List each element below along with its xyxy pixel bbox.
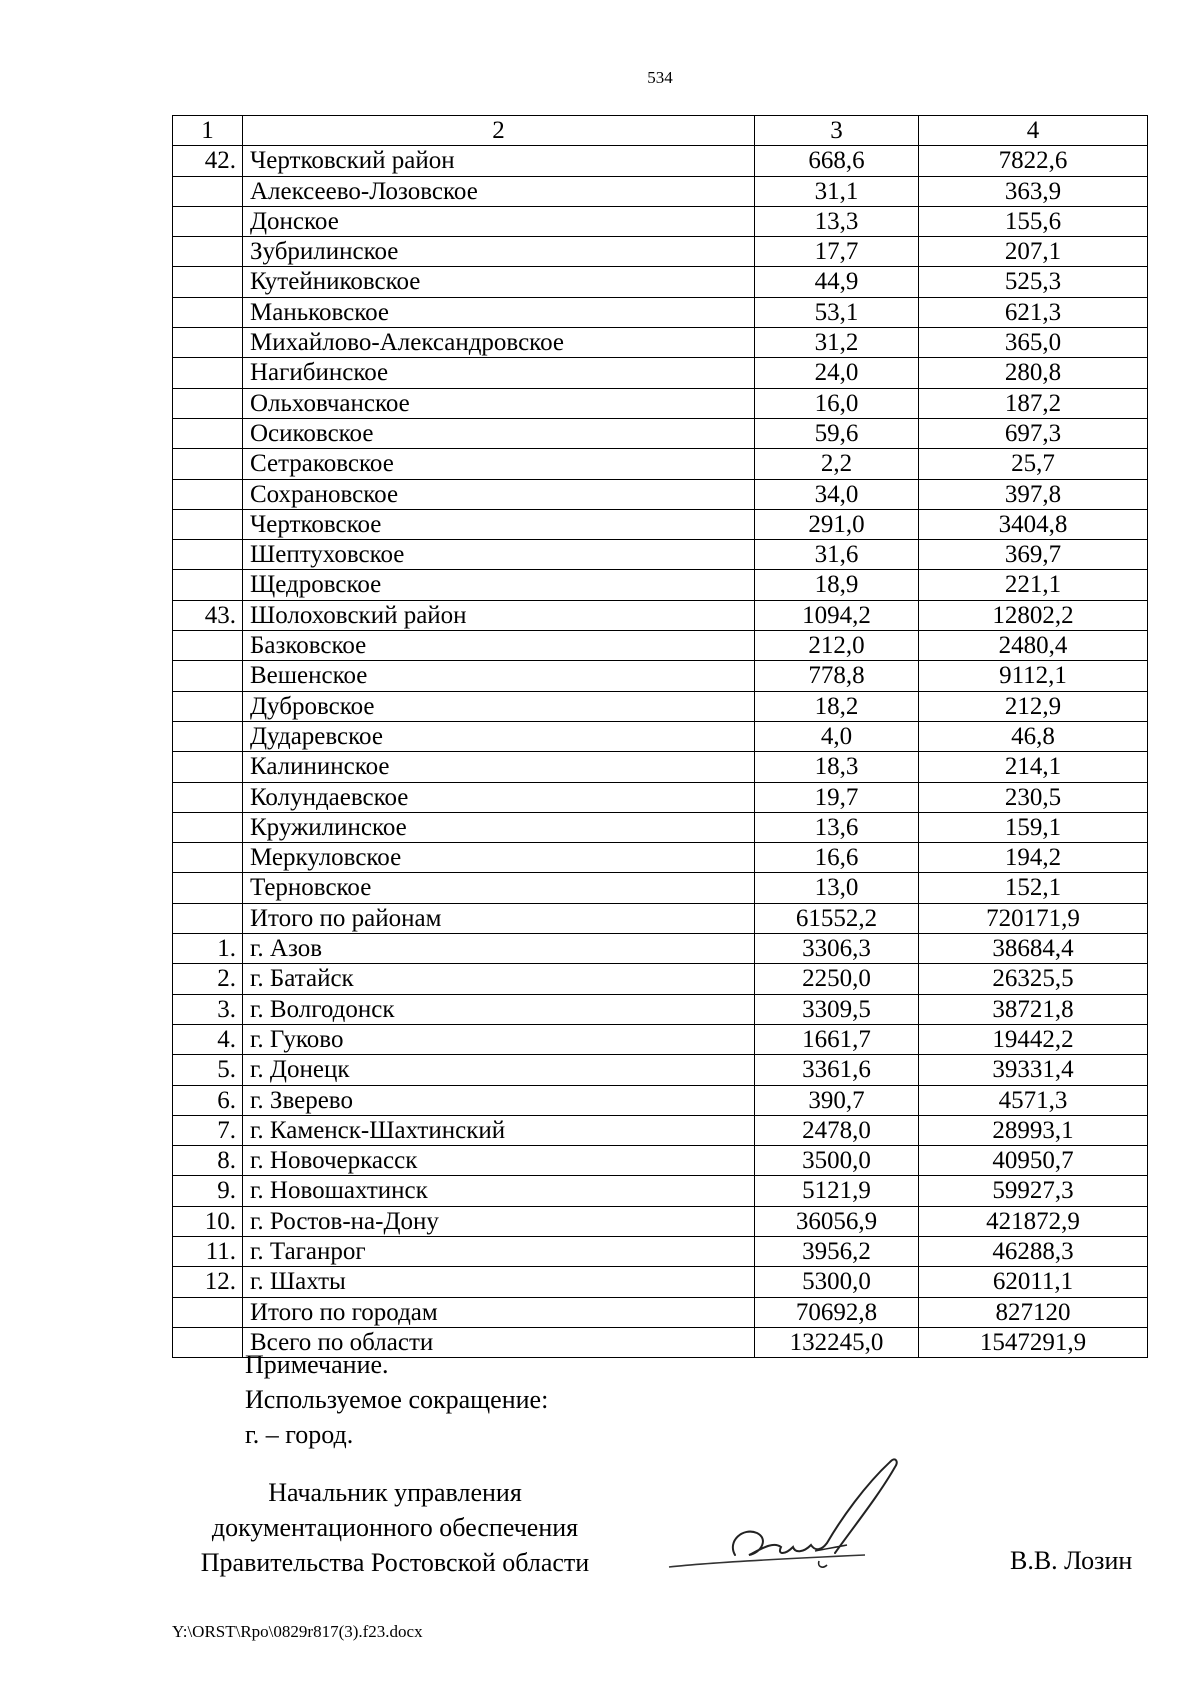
table-row [173,237,1148,267]
table-row [173,812,1148,842]
row-number [173,843,243,873]
table-row [173,509,1148,539]
row-value-col3: 2478,0 [755,1115,919,1145]
row-value-col4: 39331,4 [919,1055,1148,1085]
row-value-col4: 621,3 [919,297,1148,327]
row-value-col3: 13,0 [755,873,919,903]
row-value-col3: 31,2 [755,328,919,358]
row-value-col3: 3956,2 [755,1236,919,1266]
row-number [173,449,243,479]
row-name: Шептуховское [243,540,755,570]
table-row [173,1236,1148,1266]
row-name: Терновское [243,873,755,903]
row-number [173,267,243,297]
row-number: 11. [173,1236,243,1266]
table-row [173,328,1148,358]
position-title-line-2: документационного обеспечения [211,1513,579,1542]
row-value-col4: 221,1 [919,570,1148,600]
table-row [173,903,1148,933]
row-number [173,328,243,358]
row-value-col3: 4,0 [755,721,919,751]
row-number [173,661,243,691]
row-name: Сохрановское [243,479,755,509]
row-value-col3: 36056,9 [755,1206,919,1236]
row-value-col3: 3361,6 [755,1055,919,1085]
row-name: г. Батайск [243,964,755,994]
row-name: г. Каменск-Шахтинский [243,1115,755,1145]
row-value-col3: 3309,5 [755,994,919,1024]
row-number: 43. [173,600,243,630]
row-number [173,570,243,600]
row-value-col3: 31,1 [755,176,919,206]
row-name: Вешенское [243,661,755,691]
row-value-col4: 280,8 [919,358,1148,388]
table-row [173,1297,1148,1327]
row-value-col4: 9112,1 [919,661,1148,691]
table-row [173,752,1148,782]
row-name: г. Донецк [243,1055,755,1085]
row-value-col3: 668,6 [755,146,919,176]
row-value-col3: 3306,3 [755,934,919,964]
row-value-col3: 53,1 [755,297,919,327]
row-name: Дударевское [243,721,755,751]
row-value-col4: 19442,2 [919,1024,1148,1054]
table-row [173,297,1148,327]
row-name: Меркуловское [243,843,755,873]
row-value-col3: 16,6 [755,843,919,873]
row-value-col4: 46,8 [919,721,1148,751]
row-number: 4. [173,1024,243,1054]
row-value-col4: 369,7 [919,540,1148,570]
row-number [173,540,243,570]
row-value-col4: 194,2 [919,843,1148,873]
table-row [173,449,1148,479]
row-value-col4: 421872,9 [919,1206,1148,1236]
row-value-col4: 525,3 [919,267,1148,297]
row-number: 9. [173,1176,243,1206]
table-row [173,1085,1148,1115]
row-value-col3: 61552,2 [755,903,919,933]
table-row [173,570,1148,600]
row-number [173,206,243,236]
row-value-col3: 17,7 [755,237,919,267]
row-name: Шолоховский район [243,600,755,630]
header-cell-4: 4 [919,116,1148,146]
row-value-col4: 152,1 [919,873,1148,903]
row-name: Базковское [243,631,755,661]
row-value-col4: 59927,3 [919,1176,1148,1206]
row-value-col4: 187,2 [919,388,1148,418]
row-name: г. Зверево [243,1085,755,1115]
row-name: Михайлово-Александровское [243,328,755,358]
table-header-row [173,116,1148,146]
row-number: 2. [173,964,243,994]
row-name: Кутейниковское [243,267,755,297]
table-row [173,1024,1148,1054]
row-value-col4: 214,1 [919,752,1148,782]
row-number: 7. [173,1115,243,1145]
row-name: Ольховчанское [243,388,755,418]
row-name: Донское [243,206,755,236]
row-number [173,1297,243,1327]
row-name: г. Волгодонск [243,994,755,1024]
row-number [173,388,243,418]
row-value-col3: 18,3 [755,752,919,782]
row-name: г. Ростов-на-Дону [243,1206,755,1236]
table-row [173,873,1148,903]
row-name: Маньковское [243,297,755,327]
row-number [173,691,243,721]
row-value-col3: 34,0 [755,479,919,509]
row-name: г. Новочеркасск [243,1146,755,1176]
table-row [173,358,1148,388]
row-number [173,479,243,509]
row-value-col4: 155,6 [919,206,1148,236]
row-number [173,358,243,388]
row-value-col3: 778,8 [755,661,919,691]
row-value-col3: 19,7 [755,782,919,812]
table-row [173,540,1148,570]
row-value-col4: 46288,3 [919,1236,1148,1266]
row-value-col4: 2480,4 [919,631,1148,661]
row-name: Дубровское [243,691,755,721]
row-value-col3: 2250,0 [755,964,919,994]
row-number: 1. [173,934,243,964]
row-name: Сетраковское [243,449,755,479]
row-name: Алексеево-Лозовское [243,176,755,206]
row-number: 10. [173,1206,243,1236]
row-name: Кружилинское [243,812,755,842]
row-value-col3: 13,6 [755,812,919,842]
row-value-col3: 3500,0 [755,1146,919,1176]
row-name: г. Гуково [243,1024,755,1054]
note-heading: Примечание. [245,1350,389,1379]
table-row [173,267,1148,297]
note-line-abbreviation: Используемое сокращение: [245,1385,549,1414]
table-row [173,418,1148,448]
row-name: Нагибинское [243,358,755,388]
row-name: г. Таганрог [243,1236,755,1266]
row-value-col4: 212,9 [919,691,1148,721]
row-value-col4: 720171,9 [919,903,1148,933]
row-name: г. Новошахтинск [243,1176,755,1206]
row-name: г. Азов [243,934,755,964]
row-value-col4: 365,0 [919,328,1148,358]
signature-block [170,1475,620,1580]
row-value-col4: 28993,1 [919,1115,1148,1145]
row-number [173,752,243,782]
row-number [173,509,243,539]
row-value-col4: 4571,3 [919,1085,1148,1115]
table-row [173,631,1148,661]
row-number [173,721,243,751]
table-row [173,600,1148,630]
table-row [173,782,1148,812]
row-number: 8. [173,1146,243,1176]
row-number [173,1327,243,1357]
row-value-col3: 212,0 [755,631,919,661]
row-name: Всего по области [243,1327,755,1357]
row-number [173,631,243,661]
row-number: 3. [173,994,243,1024]
table-body [173,116,1148,1358]
header-cell-3: 3 [755,116,919,146]
row-number: 5. [173,1055,243,1085]
row-value-col4: 62011,1 [919,1267,1148,1297]
row-value-col4: 697,3 [919,418,1148,448]
row-number [173,812,243,842]
row-value-col3: 390,7 [755,1085,919,1115]
row-value-col3: 70692,8 [755,1297,919,1327]
file-path: Y:\ORST\Rpo\0829r817(3).f23.docx [172,1622,423,1641]
row-value-col4: 363,9 [919,176,1148,206]
row-name: г. Шахты [243,1267,755,1297]
row-value-col3: 1661,7 [755,1024,919,1054]
row-value-col4: 3404,8 [919,509,1148,539]
row-number: 12. [173,1267,243,1297]
page-number: 534 [647,68,673,87]
row-value-col3: 5300,0 [755,1267,919,1297]
row-value-col4: 159,1 [919,812,1148,842]
header-cell-1: 1 [173,116,243,146]
signer-name: В.В. Лозин [1010,1546,1133,1575]
row-value-col4: 40950,7 [919,1146,1148,1176]
row-name: Чертковское [243,509,755,539]
header-cell-2: 2 [243,116,755,146]
table-row [173,1206,1148,1236]
row-name: Калининское [243,752,755,782]
table-row [173,964,1148,994]
row-number [173,297,243,327]
table-row [173,479,1148,509]
table-row [173,994,1148,1024]
row-name: Колундаевское [243,782,755,812]
row-value-col4: 12802,2 [919,600,1148,630]
row-name: Итого по городам [243,1297,755,1327]
table-row [173,388,1148,418]
row-number [173,903,243,933]
position-title-line-3: Правительства Ростовской области [200,1548,590,1577]
row-number [173,782,243,812]
row-value-col3: 291,0 [755,509,919,539]
table-row [173,934,1148,964]
row-number: 42. [173,146,243,176]
row-value-col4: 7822,6 [919,146,1148,176]
note-line-definition: г. – город. [245,1420,354,1449]
row-value-col4: 230,5 [919,782,1148,812]
position-title-line-1: Начальник управления [268,1478,522,1507]
row-value-col4: 38684,4 [919,934,1148,964]
row-value-col3: 31,6 [755,540,919,570]
row-value-col4: 26325,5 [919,964,1148,994]
row-value-col3: 16,0 [755,388,919,418]
row-value-col3: 132245,0 [755,1327,919,1357]
row-value-col3: 2,2 [755,449,919,479]
row-name: Чертковский район [243,146,755,176]
row-value-col3: 44,9 [755,267,919,297]
allocation-table [172,115,1148,1358]
row-name: Итого по районам [243,903,755,933]
table-row [173,1146,1148,1176]
table-row [173,661,1148,691]
row-number [173,418,243,448]
row-number: 6. [173,1085,243,1115]
row-value-col3: 1094,2 [755,600,919,630]
row-value-col4: 397,8 [919,479,1148,509]
table-row [173,1055,1148,1085]
row-number [173,176,243,206]
row-value-col4: 1547291,9 [919,1327,1148,1357]
row-name: Щедровское [243,570,755,600]
table-row [173,1115,1148,1145]
row-value-col3: 18,2 [755,691,919,721]
table-row [173,691,1148,721]
row-value-col4: 25,7 [919,449,1148,479]
table-row [173,146,1148,176]
table-row [173,1176,1148,1206]
table-row [173,176,1148,206]
row-number [173,873,243,903]
row-name: Осиковское [243,418,755,448]
row-value-col3: 24,0 [755,358,919,388]
row-value-col4: 207,1 [919,237,1148,267]
row-value-col4: 38721,8 [919,994,1148,1024]
table-row [173,206,1148,236]
row-value-col3: 5121,9 [755,1176,919,1206]
row-value-col4: 827120 [919,1297,1148,1327]
row-number [173,237,243,267]
table-row [173,843,1148,873]
note-block [245,1347,548,1452]
row-name: Зубрилинское [243,237,755,267]
row-value-col3: 59,6 [755,418,919,448]
table-row [173,1267,1148,1297]
row-value-col3: 13,3 [755,206,919,236]
handwritten-signature [665,1455,945,1585]
table-row [173,721,1148,751]
row-value-col3: 18,9 [755,570,919,600]
